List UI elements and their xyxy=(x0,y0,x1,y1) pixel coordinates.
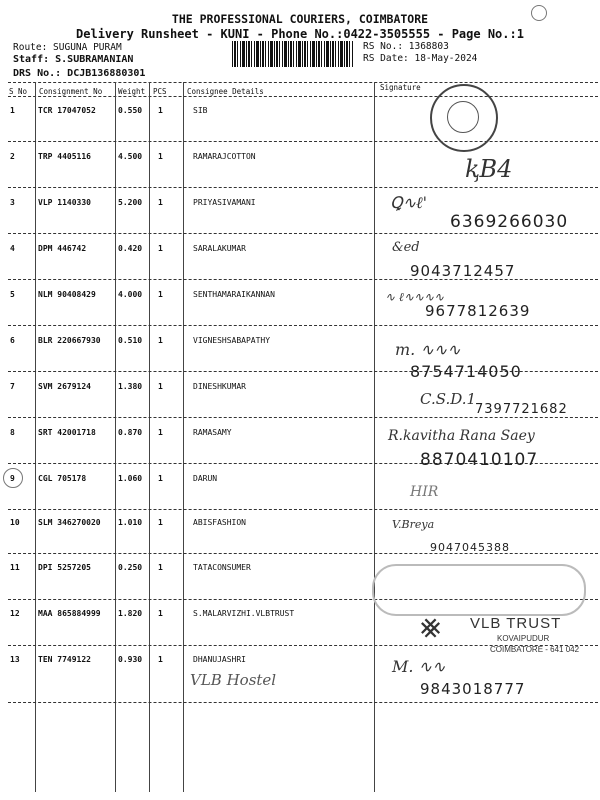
row-consignment: CGL 705178 xyxy=(38,474,87,483)
row-sno: 4 xyxy=(10,244,15,253)
vlb-stamp-place: KOVAIPUDUR xyxy=(497,634,550,643)
row-pcs: 1 xyxy=(158,609,163,618)
row-pcs: 1 xyxy=(158,336,163,345)
row-sno: 9 xyxy=(10,474,15,483)
row-consignment: SVM 2679124 xyxy=(38,382,91,391)
row-sno: 1 xyxy=(10,106,15,115)
row-pcs: 1 xyxy=(158,382,163,391)
row-pcs: 1 xyxy=(158,655,163,664)
row-sno: 8 xyxy=(10,428,15,437)
row-weight: 0.250 xyxy=(118,563,143,572)
signature-row10: V.Breya xyxy=(392,518,435,531)
row-pcs: 1 xyxy=(158,474,163,483)
table-top-line xyxy=(8,82,598,83)
row-consignment: MAA 865884999 xyxy=(38,609,101,618)
row-sno: 12 xyxy=(10,609,20,618)
row-consignee: DHANUJASHRI xyxy=(193,655,246,664)
row-sno: 2 xyxy=(10,152,15,161)
note-row13: VLB Hostel xyxy=(190,671,277,689)
col-divider xyxy=(115,82,116,792)
col-header-weight: Weight xyxy=(118,87,146,96)
row-sno: 7 xyxy=(10,382,15,391)
phone-row7: 7397721682 xyxy=(475,402,568,417)
rs-date: RS Date: 18-May-2024 xyxy=(363,53,478,64)
row-weight: 0.930 xyxy=(118,655,143,664)
col-header-pcs: PCS xyxy=(153,87,167,96)
col-divider xyxy=(149,82,150,792)
row-separator xyxy=(8,702,598,703)
row-weight: 0.870 xyxy=(118,428,143,437)
col-header-consignment: Consignment No xyxy=(39,87,103,96)
signature-row13: M. ∿∿ xyxy=(392,657,446,676)
row-consignee: SENTHAMARAIKANNAN xyxy=(193,290,275,299)
vlb-stamp-city: COIMBATORE - 641 042 xyxy=(490,645,580,654)
corner-circle-mark xyxy=(531,5,547,21)
row-consignee: TATACONSUMER xyxy=(193,563,251,572)
phone-row10: 9047045388 xyxy=(430,541,510,554)
barcode xyxy=(232,41,354,67)
row-separator xyxy=(8,509,598,510)
phone-row6: 8754714050 xyxy=(410,362,522,381)
row-weight: 5.200 xyxy=(118,198,143,207)
row-consignee: RAMASAMY xyxy=(193,428,232,437)
signature-row9: HIR xyxy=(410,484,439,500)
row-consignment: SRT 42001718 xyxy=(38,428,96,437)
row-pcs: 1 xyxy=(158,290,163,299)
row-consignment: SLM 346270020 xyxy=(38,518,101,527)
row-pcs: 1 xyxy=(158,563,163,572)
signature-row4: &ed xyxy=(392,240,420,255)
row-consignment: DPM 446742 xyxy=(38,244,87,253)
col-divider xyxy=(374,82,375,792)
row-separator xyxy=(8,141,598,142)
row-consignee: RAMARAJCOTTON xyxy=(193,152,256,161)
phone-row5: 9677812639 xyxy=(425,302,531,320)
row-consignment: TRP 4405116 xyxy=(38,152,91,161)
header-bottom-line xyxy=(8,96,598,97)
row-separator xyxy=(8,233,598,234)
row-sno: 3 xyxy=(10,198,15,207)
row-consignee: SARALAKUMAR xyxy=(193,244,246,253)
row-pcs: 1 xyxy=(158,152,163,161)
phone-row3: 6369266030 xyxy=(450,212,569,232)
row-weight: 1.060 xyxy=(118,474,143,483)
row-separator xyxy=(8,187,598,188)
row-consignment: TCR 17047052 xyxy=(38,106,96,115)
row-pcs: 1 xyxy=(158,428,163,437)
runsheet-subtitle: Delivery Runsheet - KUNI - Phone No.:0422-3505555 - Page No.:1 xyxy=(76,27,524,41)
row-consignee: S.MALARVIZHI.VLBTRUST xyxy=(193,609,295,618)
rs-number: RS No.: 1368803 xyxy=(363,41,449,52)
circle-mark xyxy=(3,468,23,488)
row-pcs: 1 xyxy=(158,518,163,527)
row-consignment: TEN 7749122 xyxy=(38,655,91,664)
row-consignment: BLR 220667930 xyxy=(38,336,101,345)
row-sno: 10 xyxy=(10,518,20,527)
row-sno: 13 xyxy=(10,655,20,664)
row-consignee: DARUN xyxy=(193,474,218,483)
row-weight: 4.000 xyxy=(118,290,143,299)
signature-row3: Ꝗ∿ℓ' xyxy=(390,193,428,212)
row-weight: 0.550 xyxy=(118,106,143,115)
row-consignee: DINESHKUMAR xyxy=(193,382,246,391)
row-pcs: 1 xyxy=(158,198,163,207)
vlb-stamp-name: VLB TRUST xyxy=(470,615,562,632)
signature-row6: m. ∿∿∿ xyxy=(395,340,461,359)
bank-seal-inner xyxy=(447,101,479,133)
route-label: Route: SUGUNA PURAM xyxy=(13,42,122,53)
row-consignee: PRIYASIVAMANI xyxy=(193,198,256,207)
row-weight: 1.820 xyxy=(118,609,143,618)
drs-label: DRS No.: DCJB136880301 xyxy=(13,68,146,79)
row-pcs: 1 xyxy=(158,244,163,253)
row-consignee: ABISFASHION xyxy=(193,518,246,527)
row-separator xyxy=(8,417,598,418)
row-pcs: 1 xyxy=(158,106,163,115)
row-consignment: DPI 5257205 xyxy=(38,563,91,572)
row-weight: 0.420 xyxy=(118,244,143,253)
phone-row4: 9043712457 xyxy=(410,262,516,280)
signature-row7: C.S.D.1 xyxy=(420,390,477,408)
row-consignee: SIB xyxy=(193,106,208,115)
row-separator xyxy=(8,325,598,326)
col-header-sno: S No xyxy=(9,87,28,96)
phone-row13: 9843018777 xyxy=(420,680,526,698)
company-title: THE PROFESSIONAL COURIERS, COIMBATORE xyxy=(171,12,429,26)
staff-label: Staff: S.SUBRAMANIAN xyxy=(13,54,134,65)
row-weight: 4.500 xyxy=(118,152,143,161)
signature-row5: ∿ ℓ∿∿∿∿ xyxy=(385,290,445,304)
row-weight: 1.010 xyxy=(118,518,143,527)
col-header-consignee: Consignee Details xyxy=(187,87,264,96)
row-sno: 5 xyxy=(10,290,15,299)
row-consignee: VIGNESHSABAPATHY xyxy=(193,336,271,345)
row-weight: 1.380 xyxy=(118,382,143,391)
signature-row12: ⨳ xyxy=(420,606,442,646)
row-sno: 11 xyxy=(10,563,20,572)
signature-row2: ⱪB4 xyxy=(465,155,513,183)
col-header-signature: Signature xyxy=(380,83,421,92)
row-sno: 6 xyxy=(10,336,15,345)
signature-row8: R.kavitha Rana Saey xyxy=(388,428,535,444)
col-divider xyxy=(183,82,184,792)
faded-office-stamp xyxy=(372,564,586,616)
phone-row8: 8870410107 xyxy=(420,450,539,470)
row-consignment: NLM 90408429 xyxy=(38,290,96,299)
row-weight: 0.510 xyxy=(118,336,143,345)
row-consignment: VLP 1140330 xyxy=(38,198,91,207)
col-divider xyxy=(35,82,36,792)
